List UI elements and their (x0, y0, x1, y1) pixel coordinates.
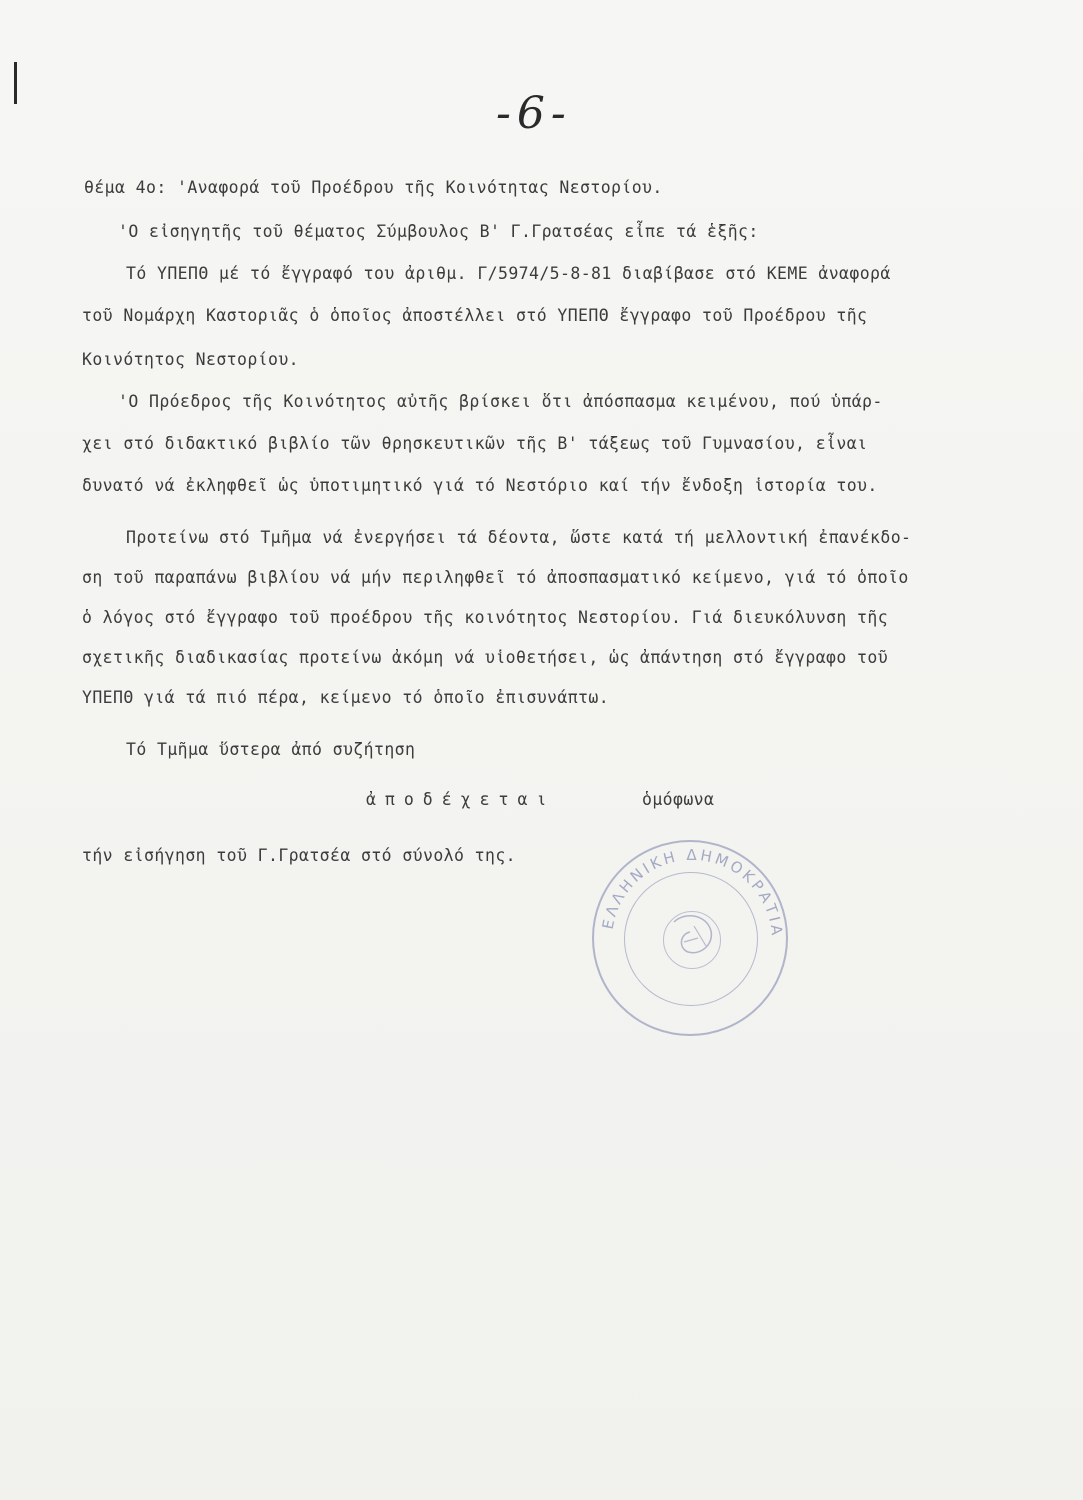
decision-verb: ἀποδέχεται (366, 790, 556, 809)
margin-mark (14, 62, 17, 104)
stamp-inner-ring (624, 872, 758, 1006)
paragraph-3-line-2: ση τοῦ παραπάνω βιβλίου νά μήν περιληφθεῖ τό ἀποσπασματικό κείμενο, γιά τό ὁποῖο (82, 568, 909, 587)
decision-conclusion: τήν εἰσήγηση τοῦ Γ.Γρατσέα στό σύνολό της. (82, 846, 517, 865)
paragraph-3-line-1: Προτείνω στό Τμῆμα νά ἐνεργήσει τά δέοντα, ὥστε κατά τή μελλοντική ἐπανέκδο- (126, 528, 912, 547)
stamp-emblem (663, 911, 721, 969)
paragraph-3-line-3: ὁ λόγος στό ἔγγραφο τοῦ προέδρου τῆς κοινότητος Νεστορίου. Γιά διευκόλυνση τῆς (82, 608, 889, 627)
paragraph-2-line-3: δυνατό νά ἐκληφθεῖ ὡς ὑποτιμητικό γιά τό Νεστόριο καί τήν ἔνδοξη ἱστορία του. (82, 476, 878, 495)
decision-intro: Τό Τμῆμα ὕστερα ἀπό συζήτηση (126, 740, 416, 759)
paragraph-3-line-5: ΥΠΕΠΘ γιά τά πιό πέρα, κείμενο τό ὁποῖο ἐπισυνάπτω. (82, 688, 610, 707)
paragraph-3-line-4: σχετικῆς διαδικασίας προτείνω ἀκόμη νά υἱοθετήσει, ὡς ἀπάντηση στό ἔγγραφο τοῦ (82, 648, 889, 667)
paragraph-2-line-1: 'Ο Πρόεδρος τῆς Κοινότητος αὐτῆς βρίσκει ὅτι ἀπόσπασμα κειμένου, πού ὑπάρ- (118, 392, 883, 411)
official-stamp (592, 840, 788, 1036)
paragraph-1-line-3: Κοινότητος Νεστορίου. (82, 350, 300, 369)
paragraph-2-line-2: χει στό διδακτικό βιβλίο τῶν θρησκευτικῶν τῆς Β' τάξεως τοῦ Γυμνασίου, εἶναι (82, 434, 868, 453)
subject-line: θέμα 4ο: 'Αναφορά τοῦ Προέδρου τῆς Κοινότητας Νεστορίου. (84, 178, 663, 197)
rapporteur-line: 'Ο εἰσηγητῆς τοῦ θέματος Σύμβουλος Β' Γ.Γρατσέας εἶπε τά ἑξῆς: (118, 222, 759, 241)
paragraph-1-line-2: τοῦ Νομάρχη Καστοριᾶς ὁ ὁποῖος ἀποστέλλει στό ΥΠΕΠΘ ἔγγραφο τοῦ Προέδρου τῆς (82, 306, 868, 325)
page-number: -6- (496, 88, 572, 139)
decision-unanimous: ὁμόφωνα (642, 790, 715, 809)
paragraph-1-line-1: Τό ΥΠΕΠΘ μέ τό ἔγγραφό του ἀριθμ. Γ/5974/5-8-81 διαβίβασε στό ΚΕΜΕ ἀναφορά (126, 264, 891, 283)
svg-text:ΕΛΛΗΝΙΚΗ ΔΗΜΟΚΡΑΤΙΑ: ΕΛΛΗΝΙΚΗ ΔΗΜΟΚΡΑΤΙΑ (598, 845, 787, 939)
